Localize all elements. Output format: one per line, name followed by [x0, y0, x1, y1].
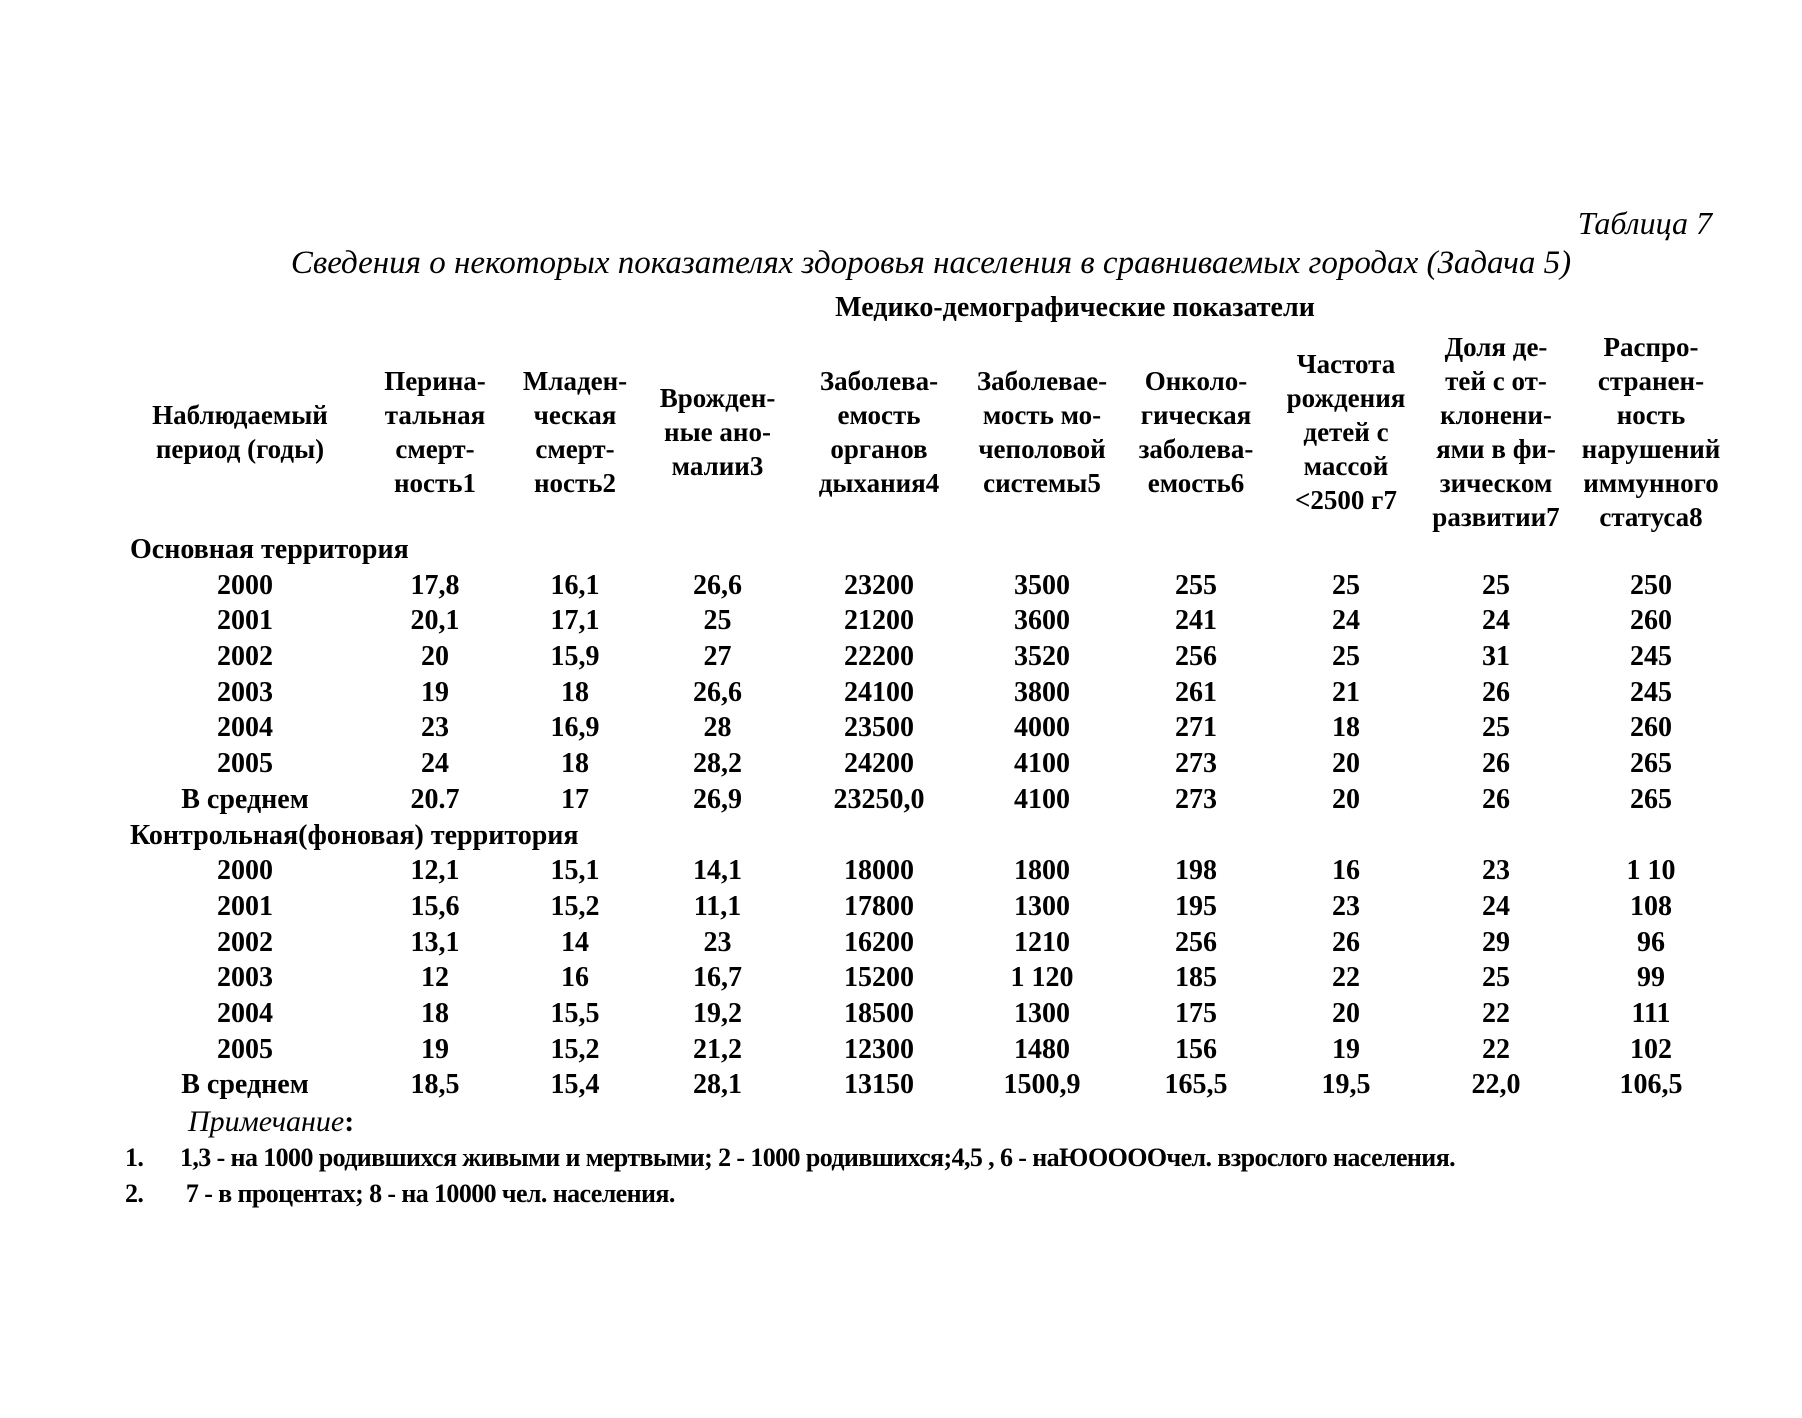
table-cell: 15,9 — [550, 641, 600, 673]
table-cell: 18 — [1332, 712, 1360, 744]
table-cell: 15,4 — [550, 1069, 600, 1101]
header-low-birth-weight: Частота рождения детей с массой <2500 г7 — [1286, 349, 1406, 515]
table-cell: 4100 — [1014, 783, 1070, 815]
header-immune-status-disorders: Распро- странен- ность нарушений иммунного статуса8 — [1581, 332, 1721, 532]
table-cell: 25 — [1482, 569, 1510, 601]
table-cell: 273 — [1175, 748, 1217, 780]
table-cell: 1210 — [1014, 926, 1070, 958]
note-label-text: Примечание — [188, 1105, 345, 1138]
group-header: Медико-демографические показатели — [835, 292, 1315, 323]
table-cell: 20 — [1332, 748, 1360, 780]
table-row: 2002 — [217, 926, 273, 958]
table-cell: 26,6 — [693, 569, 742, 601]
table-cell: 4100 — [1014, 748, 1070, 780]
table-row-average: В среднем — [181, 783, 309, 815]
table-cell: 22 — [1332, 962, 1360, 994]
table-cell: 99 — [1637, 962, 1665, 994]
header-row — [120, 330, 1731, 534]
table-cell: 12,1 — [410, 855, 460, 887]
table-cell: 3500 — [1014, 569, 1070, 601]
table-cell: 16,1 — [550, 569, 600, 601]
table-cell: 21,2 — [693, 1033, 742, 1065]
table-cell: 260 — [1630, 605, 1672, 637]
table-cell: 15,1 — [550, 855, 600, 887]
table-cell: 256 — [1175, 926, 1217, 958]
table-cell: 17800 — [844, 890, 914, 922]
header-respiratory-morbidity: Заболева- емость органов дыхания4 — [818, 366, 940, 498]
note-label — [188, 1105, 354, 1139]
table-cell: 1 120 — [1010, 962, 1074, 994]
table-cell: 22 — [1482, 1033, 1510, 1065]
table-cell: 28,1 — [693, 1069, 742, 1101]
table-cell: 16 — [1332, 855, 1360, 887]
table-cell: 96 — [1637, 926, 1665, 958]
table-cell: 25 — [1482, 962, 1510, 994]
table-row: 2005 — [217, 748, 273, 780]
table-cell: 271 — [1175, 712, 1217, 744]
header-urogenital-morbidity: Заболевае- мость мо- чеполовой системы5 — [976, 366, 1108, 498]
table-cell: 17 — [561, 783, 589, 815]
note-text: 1,3 - на 1000 родившихся живыми и мертвыми; 2 - 1000 родившихся;4,5 , 6 - наЮООООчел. взрослого населения. — [180, 1143, 1456, 1172]
table-cell: 21200 — [844, 605, 914, 637]
table-cell: 245 — [1630, 641, 1672, 673]
header-physical-development-deviations: Доля де- тей с от- клонени- ями в фи- зическом развитии7 — [1432, 332, 1560, 532]
note-text: 7 - в процентах; 8 - на 10000 чел. населения. — [180, 1179, 675, 1208]
table-cell: 1300 — [1014, 890, 1070, 922]
table-row: 2002 — [217, 641, 273, 673]
table-cell: 15,2 — [550, 1033, 600, 1065]
table-cell: 25 — [1482, 712, 1510, 744]
table-cell: 14,1 — [693, 855, 742, 887]
table-cell: 12300 — [844, 1033, 914, 1065]
table-cell: 175 — [1175, 997, 1217, 1029]
table-cell: 111 — [1631, 997, 1671, 1029]
table-cell: 23 — [1332, 890, 1360, 922]
table-number-label: Таблица 7 — [1577, 205, 1712, 241]
table-cell: 24 — [1482, 890, 1510, 922]
header-infant-mortality: Младен- ческая смерт- ность2 — [522, 366, 628, 498]
table-cell: 31 — [1482, 641, 1510, 673]
table-cell: 245 — [1630, 676, 1672, 708]
table-cell: 25 — [703, 605, 732, 637]
table-cell: 195 — [1175, 890, 1217, 922]
header-perinatal-mortality: Перина- тальная смерт- ность1 — [384, 366, 486, 498]
table-cell: 15,6 — [410, 890, 460, 922]
table-cell: 19 — [421, 1033, 449, 1065]
table-cell: 24200 — [844, 748, 914, 780]
table-cell: 29 — [1482, 926, 1510, 958]
table-cell: 19,5 — [1321, 1069, 1371, 1101]
table-cell: 23500 — [844, 712, 914, 744]
table-cell: 20 — [1332, 783, 1360, 815]
table-cell: 20,1 — [410, 605, 460, 637]
table-cell: 23 — [421, 712, 449, 744]
table-cell: 1480 — [1014, 1033, 1070, 1065]
table-cell: 20 — [1332, 997, 1360, 1029]
table-cell: 265 — [1630, 783, 1672, 815]
table-cell: 26,6 — [693, 676, 742, 708]
table-cell: 16,9 — [550, 712, 600, 744]
table-cell: 23 — [1482, 855, 1510, 887]
table-cell: 27 — [703, 641, 732, 673]
table-cell: 17,1 — [550, 605, 600, 637]
table-cell: 156 — [1175, 1033, 1217, 1065]
table-cell: 26 — [1482, 748, 1510, 780]
table-row: 2000 — [217, 569, 273, 601]
table-cell: 18 — [561, 748, 589, 780]
note-number: 2. — [125, 1179, 144, 1208]
table-row: 2003 — [217, 962, 273, 994]
table-row-average: В среднем — [181, 1069, 309, 1101]
table-cell: 250 — [1630, 569, 1672, 601]
table-cell: 26,9 — [693, 783, 742, 815]
table-cell: 3800 — [1014, 676, 1070, 708]
table-cell: 165,5 — [1164, 1069, 1228, 1101]
note-number: 1. — [125, 1143, 144, 1172]
table-cell: 273 — [1175, 783, 1217, 815]
table-cell: 21 — [1332, 676, 1360, 708]
table-cell: 22,0 — [1471, 1069, 1521, 1101]
table-cell: 16 — [561, 962, 589, 994]
table-cell: 1800 — [1014, 855, 1070, 887]
table-cell: 13,1 — [410, 926, 460, 958]
note-label-colon: : — [344, 1105, 355, 1138]
table-row: 2000 — [217, 855, 273, 887]
table-cell: 106,5 — [1619, 1069, 1683, 1101]
table-cell: 26 — [1482, 783, 1510, 815]
table-cell: 108 — [1630, 890, 1672, 922]
table-cell: 25 — [1332, 569, 1360, 601]
table-cell: 28 — [703, 712, 732, 744]
header-congenital-anomalies: Врожден- ные ано- малии3 — [659, 383, 776, 481]
table-row: 2005 — [217, 1033, 273, 1065]
table-cell: 1300 — [1014, 997, 1070, 1029]
section-title-control: Контрольная(фоновая) территория — [130, 819, 579, 851]
table-cell: 18 — [561, 676, 589, 708]
header-oncological-morbidity: Онколо- гическая заболева- емость6 — [1138, 366, 1254, 498]
table-cell: 16,7 — [693, 962, 742, 994]
table-caption: Сведения о некоторых показателях здоровья населения в сравниваемых городах (Задача 5) — [290, 245, 1572, 281]
table-row: 2001 — [217, 890, 273, 922]
table-cell: 18500 — [844, 997, 914, 1029]
table-cell: 4000 — [1014, 712, 1070, 744]
table-row: 2004 — [217, 712, 273, 744]
table-cell: 28,2 — [693, 748, 742, 780]
table-cell: 24 — [421, 748, 449, 780]
table-cell: 23200 — [844, 569, 914, 601]
table-cell: 24100 — [844, 676, 914, 708]
table-cell: 185 — [1175, 962, 1217, 994]
table-cell: 18000 — [844, 855, 914, 887]
table-cell: 255 — [1175, 569, 1217, 601]
table-cell: 22200 — [844, 641, 914, 673]
table-cell: 265 — [1630, 748, 1672, 780]
table-cell: 26 — [1482, 676, 1510, 708]
table-cell: 241 — [1175, 605, 1217, 637]
data-table — [120, 532, 1731, 1103]
table-cell: 256 — [1175, 641, 1217, 673]
table-cell: 102 — [1630, 1033, 1672, 1065]
table-cell: 1 10 — [1626, 855, 1676, 887]
table-cell: 18,5 — [410, 1069, 460, 1101]
table-cell: 12 — [421, 962, 449, 994]
table-cell: 11,1 — [693, 890, 742, 922]
table-cell: 17,8 — [410, 569, 460, 601]
note-item — [125, 1176, 1455, 1212]
table-cell: 24 — [1482, 605, 1510, 637]
table-cell: 23 — [703, 926, 732, 958]
table-cell: 18 — [421, 997, 449, 1029]
table-cell: 14 — [561, 926, 589, 958]
table-cell: 198 — [1175, 855, 1217, 887]
table-cell: 15,2 — [550, 890, 600, 922]
table-cell: 13150 — [844, 1069, 914, 1101]
table-cell: 19 — [421, 676, 449, 708]
table-cell: 26 — [1332, 926, 1360, 958]
table-cell: 260 — [1630, 712, 1672, 744]
notes-list — [125, 1140, 1455, 1212]
table-cell: 22 — [1482, 997, 1510, 1029]
table-cell: 23250,0 — [833, 783, 925, 815]
table-cell: 24 — [1332, 605, 1360, 637]
table-cell: 16200 — [844, 926, 914, 958]
table-cell: 15200 — [844, 962, 914, 994]
table-row: 2003 — [217, 676, 273, 708]
table-cell: 20.7 — [410, 783, 460, 815]
table-cell: 261 — [1175, 676, 1217, 708]
table-cell: 19 — [1332, 1033, 1360, 1065]
table-cell: 3600 — [1014, 605, 1070, 637]
table-row: 2001 — [217, 605, 273, 637]
table-cell: 15,5 — [550, 997, 600, 1029]
table-cell: 25 — [1332, 641, 1360, 673]
header-period: Наблюдаемый период (годы) — [152, 400, 328, 464]
table-cell: 1500,9 — [1003, 1069, 1081, 1101]
table-cell: 20 — [421, 641, 449, 673]
table-cell: 19,2 — [693, 997, 742, 1029]
table-row: 2004 — [217, 997, 273, 1029]
table-cell: 3520 — [1014, 641, 1070, 673]
section-title-main: Основная территория — [130, 534, 409, 565]
note-item — [125, 1140, 1455, 1176]
